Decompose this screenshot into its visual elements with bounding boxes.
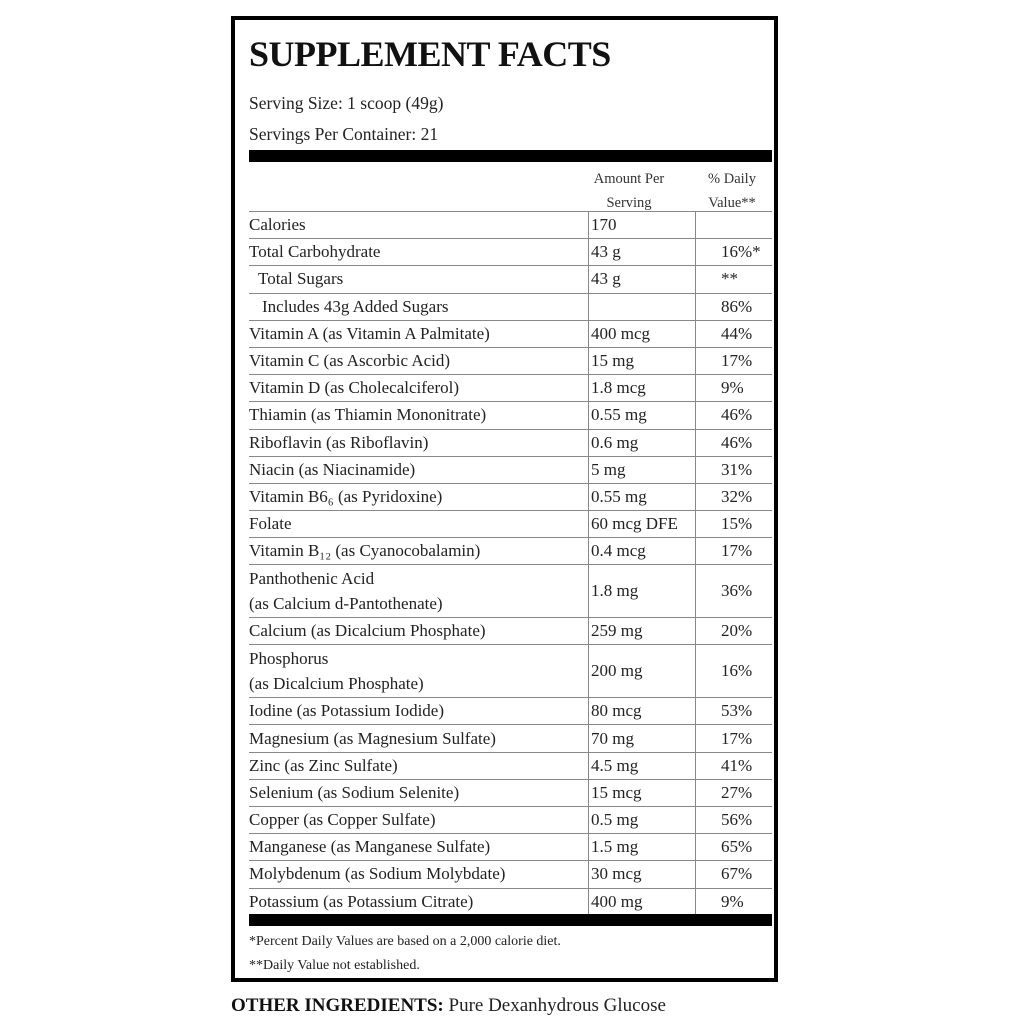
nutrient-amount: 400 mcg <box>588 321 695 347</box>
table-row <box>249 511 772 538</box>
nutrient-daily-value: 17% <box>695 538 772 564</box>
table-row <box>249 266 772 293</box>
nutrient-name-line1: Phosphorus <box>249 649 329 669</box>
nutrient-daily-value <box>695 212 772 238</box>
nutrient-name: Potassium (as Potassium Citrate) <box>249 892 474 912</box>
nutrient-daily-value: 27% <box>695 780 772 806</box>
nutrient-daily-value: ** <box>695 266 772 292</box>
supplement-facts-panel <box>231 16 778 982</box>
nutrient-name: Folate <box>249 514 292 534</box>
table-row <box>249 645 772 698</box>
nutrient-amount: 4.5 mg <box>588 753 695 779</box>
nutrient-daily-value: 20% <box>695 618 772 644</box>
nutrient-amount: 60 mcg DFE <box>588 511 695 537</box>
nutrient-amount: 43 g <box>588 266 695 292</box>
nutrient-amount: 5 mg <box>588 457 695 483</box>
amount-header-line2: Serving <box>606 195 652 211</box>
other-ingredients-label: OTHER INGREDIENTS: <box>231 995 444 1016</box>
nutrient-name: Magnesium (as Magnesium Sulfate) <box>249 728 496 748</box>
table-row <box>249 348 772 375</box>
nutrient-daily-value: 16% <box>695 645 772 697</box>
nutrient-amount: 0.55 mg <box>588 484 695 510</box>
nutrient-name: Molybdenum (as Sodium Molybdate) <box>249 864 506 884</box>
table-row <box>249 538 772 565</box>
table-row <box>249 239 772 266</box>
table-row <box>249 753 772 780</box>
nutrient-daily-value: 46% <box>695 430 772 456</box>
nutrient-name: Vitamin C (as Ascorbic Acid) <box>249 351 451 371</box>
nutrient-name-line2: (as Dicalcium Phosphate) <box>249 674 424 694</box>
table-row <box>249 484 772 511</box>
nutrient-amount: 170 <box>588 212 695 238</box>
nutrient-amount: 400 mg <box>588 889 695 916</box>
panel-title: SUPPLEMENT FACTS <box>249 34 611 74</box>
nutrient-amount: 70 mg <box>588 725 695 751</box>
nutrient-daily-value: 36% <box>695 565 772 617</box>
nutrient-name: Includes 43g Added Sugars <box>262 296 449 316</box>
nutrient-name: Iodine (as Potassium Iodide) <box>249 701 444 721</box>
nutrient-daily-value: 44% <box>695 321 772 347</box>
nutrient-name: Niacin (as Niacinamide) <box>249 459 416 479</box>
table-row <box>249 321 772 348</box>
footnote-percent-dv: *Percent Daily Values are based on a 2,000 calorie diet. <box>249 934 561 949</box>
nutrient-amount: 80 mcg <box>588 698 695 724</box>
nutrient-daily-value: 86% <box>695 294 772 320</box>
table-row <box>249 565 772 618</box>
nutrient-name: Selenium (as Sodium Selenite) <box>249 782 460 802</box>
nutrient-name: Vitamin A (as Vitamin A Palmitate) <box>249 323 490 343</box>
nutrient-amount: 1.8 mcg <box>588 375 695 401</box>
nutrient-daily-value: 65% <box>695 834 772 860</box>
nutrient-name: Calcium (as Dicalcium Phosphate) <box>249 621 486 641</box>
nutrient-amount: 0.6 mg <box>588 430 695 456</box>
table-row <box>249 725 772 752</box>
nutrient-amount: 15 mg <box>588 348 695 374</box>
nutrient-name-line1: Panthothenic Acid <box>249 569 375 589</box>
nutrient-amount: 1.8 mg <box>588 565 695 617</box>
nutrient-amount: 259 mg <box>588 618 695 644</box>
nutrient-daily-value: 46% <box>695 402 772 428</box>
amount-header-line1: Amount Per <box>593 171 665 187</box>
nutrient-daily-value: 16%* <box>695 239 772 265</box>
table-row <box>249 457 772 484</box>
nutrient-name: Zinc (as Zinc Sulfate) <box>249 755 398 775</box>
table-row <box>249 430 772 457</box>
servings-per-container: Servings Per Container: 21 <box>249 124 439 144</box>
table-row <box>249 618 772 645</box>
nutrient-daily-value: 56% <box>695 807 772 833</box>
other-ingredients <box>231 994 666 1018</box>
nutrient-daily-value: 53% <box>695 698 772 724</box>
thick-divider-top <box>249 150 772 162</box>
nutrient-amount: 1.5 mg <box>588 834 695 860</box>
serving-size: Serving Size: 1 scoop (49g) <box>249 93 444 113</box>
nutrient-name: Vitamin B₁₂ (as Cyanocobalamin) <box>249 541 481 561</box>
table-row <box>249 402 772 429</box>
table-row <box>249 861 772 888</box>
nutrient-name: Copper (as Copper Sulfate) <box>249 810 436 830</box>
daily-value-header <box>697 167 767 215</box>
nutrient-name: Vitamin B6₆ (as Pyridoxine) <box>249 486 443 506</box>
nutrient-amount: 0.4 mcg <box>588 538 695 564</box>
footnote-dv-not-established: **Daily Value not established. <box>249 958 420 973</box>
nutrient-amount: 0.55 mg <box>588 402 695 428</box>
nutrient-name: Calories <box>249 215 306 235</box>
table-row <box>249 375 772 402</box>
nutrient-daily-value: 9% <box>695 889 772 916</box>
nutrient-name: Thiamin (as Thiamin Mononitrate) <box>249 405 487 425</box>
other-ingredients-value: Pure Dexanhydrous Glucose <box>443 995 666 1016</box>
nutrient-daily-value: 9% <box>695 375 772 401</box>
nutrient-amount: 200 mg <box>588 645 695 697</box>
table-row <box>249 780 772 807</box>
nutrient-daily-value: 15% <box>695 511 772 537</box>
nutrient-name: Riboflavin (as Riboflavin) <box>249 432 429 452</box>
column-header-row <box>249 162 772 212</box>
nutrient-amount <box>588 294 695 320</box>
table-row <box>249 889 772 916</box>
nutrient-name: Total Carbohydrate <box>249 242 381 262</box>
nutrient-amount: 15 mcg <box>588 780 695 806</box>
nutrient-name-line2: (as Calcium d-Pantothenate) <box>249 594 443 614</box>
nutrient-amount: 30 mcg <box>588 861 695 887</box>
nutrient-daily-value: 41% <box>695 753 772 779</box>
nutrient-amount: 0.5 mg <box>588 807 695 833</box>
dv-header-line1: % Daily <box>708 171 756 187</box>
dv-header-line2: Value** <box>708 195 756 211</box>
nutrient-name <box>249 565 584 617</box>
nutrient-amount: 43 g <box>588 239 695 265</box>
thick-divider-bottom <box>249 914 772 926</box>
nutrient-table <box>249 212 772 916</box>
nutrient-name: Manganese (as Manganese Sulfate) <box>249 837 491 857</box>
nutrient-daily-value: 17% <box>695 348 772 374</box>
nutrient-daily-value: 32% <box>695 484 772 510</box>
table-row <box>249 698 772 725</box>
nutrient-name <box>249 645 584 697</box>
nutrient-daily-value: 67% <box>695 861 772 887</box>
amount-per-serving-header <box>579 167 679 215</box>
nutrient-daily-value: 31% <box>695 457 772 483</box>
nutrient-name: Total Sugars <box>258 269 344 289</box>
table-row <box>249 212 772 239</box>
table-row <box>249 294 772 321</box>
nutrient-daily-value: 17% <box>695 725 772 751</box>
nutrient-name: Vitamin D (as Cholecalciferol) <box>249 378 459 398</box>
table-row <box>249 834 772 861</box>
table-row <box>249 807 772 834</box>
